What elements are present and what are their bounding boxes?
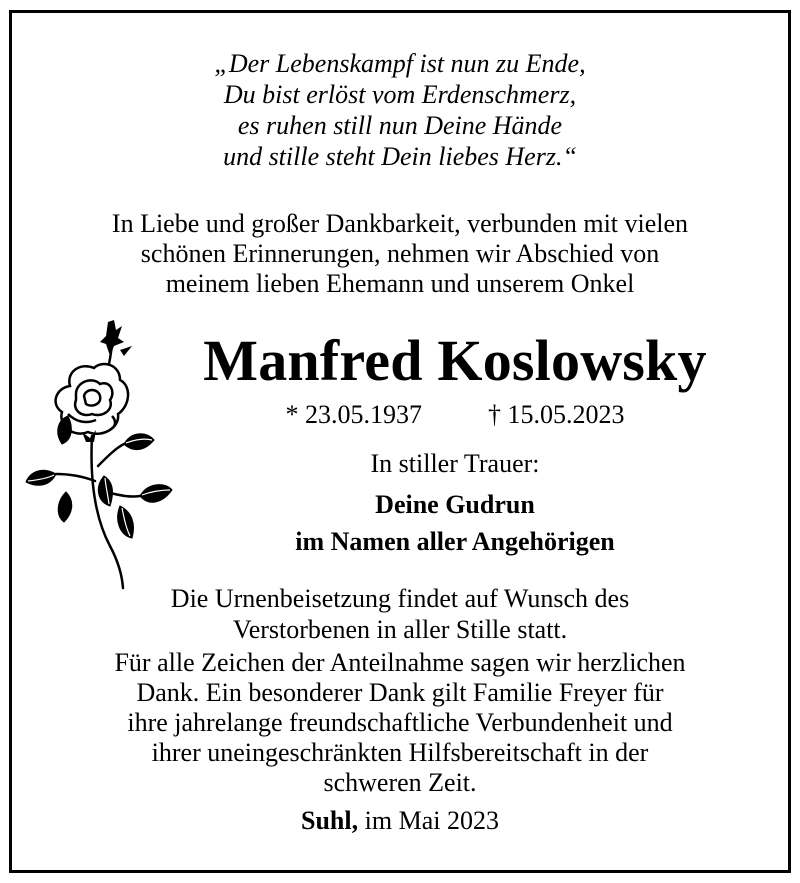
deceased-name: Manfred Koslowsky bbox=[203, 328, 707, 393]
closing-date: im Mai 2023 bbox=[358, 806, 499, 835]
thanks-line: Dank. Ein besonderer Dank gilt Familie Freyer für bbox=[136, 678, 664, 707]
death-date: † 15.05.2023 bbox=[488, 400, 625, 429]
intro-text bbox=[0, 209, 800, 299]
mourner-primary: Deine Gudrun bbox=[375, 490, 535, 519]
mourner-secondary: im Namen aller Angehörigen bbox=[295, 527, 615, 556]
thanks-line: schweren Zeit. bbox=[323, 768, 477, 797]
quote-line: es ruhen still nun Deine Hände bbox=[237, 111, 563, 140]
mourning-intro: In stiller Trauer: bbox=[370, 449, 540, 478]
birth-date: * 23.05.1937 bbox=[285, 400, 422, 429]
intro-line: meinem lieben Ehemann und unserem Onkel bbox=[165, 269, 635, 298]
burial-notice bbox=[0, 583, 800, 645]
burial-line: Die Urnenbeisetzung findet auf Wunsch des bbox=[170, 584, 630, 613]
thanks-line: Für alle Zeichen der Anteilnahme sagen wir herzlichen bbox=[114, 648, 686, 677]
memorial-quote bbox=[0, 48, 800, 172]
thanks-line: ihrer uneingeschränkten Hilfsbereitschaft in der bbox=[151, 738, 649, 767]
place-name: Suhl, bbox=[301, 806, 359, 835]
quote-line: und stille steht Dein liebes Herz.“ bbox=[223, 142, 577, 171]
quote-line: Du bist erlöst vom Erdenschmerz, bbox=[223, 80, 577, 109]
intro-line: schönen Erinnerungen, nehmen wir Abschied von bbox=[140, 239, 660, 268]
intro-line: In Liebe und großer Dankbarkeit, verbunden mit vielen bbox=[111, 209, 689, 238]
thanks-text bbox=[0, 648, 800, 798]
place-date-line bbox=[0, 805, 800, 837]
quote-line: „Der Lebenskampf ist nun zu Ende, bbox=[214, 49, 586, 78]
burial-line: Verstorbenen in aller Stille statt. bbox=[232, 615, 568, 644]
life-dates bbox=[220, 399, 690, 431]
thanks-line: ihre jahrelange freundschaftliche Verbundenheit und bbox=[127, 708, 673, 737]
